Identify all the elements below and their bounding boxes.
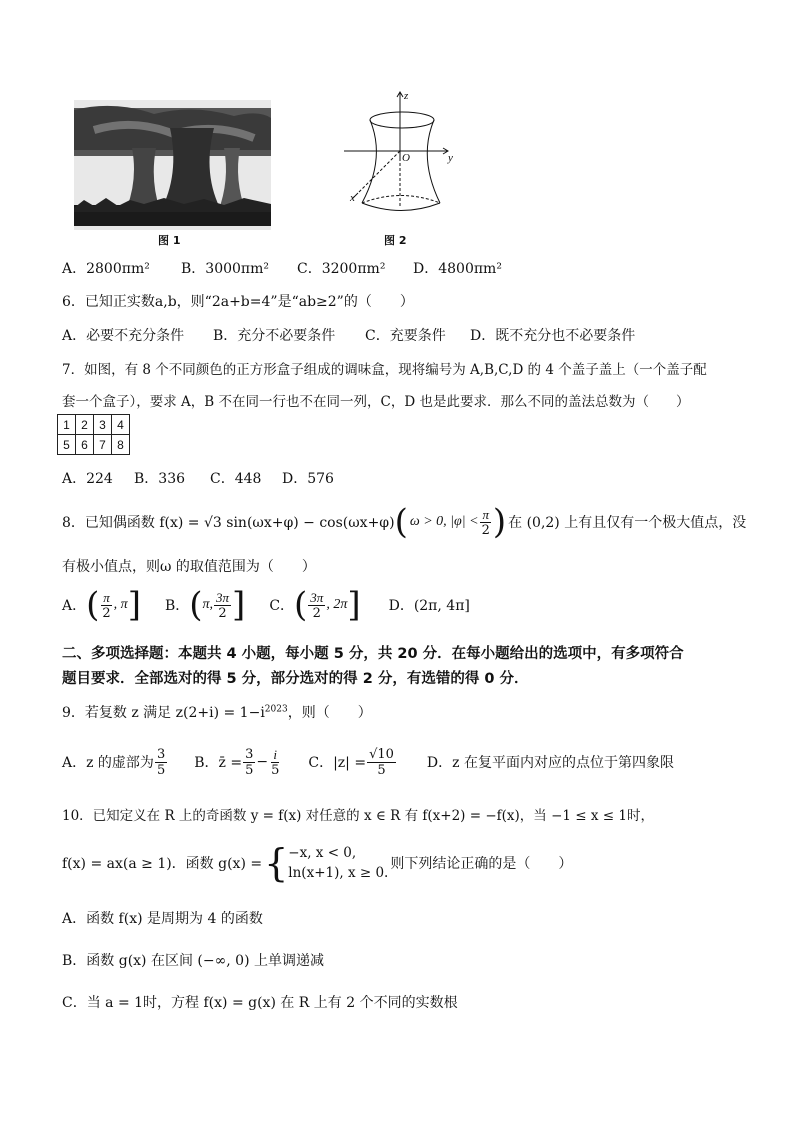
q10-option-b: B．函数 g(x) 在区间 (−∞, 0) 上单调递减 (62, 953, 324, 969)
figure-1-caption: 图 1 (158, 234, 181, 247)
grid-cell: 7 (94, 435, 112, 455)
q7-box-grid (57, 414, 130, 455)
q7-option-c: C．448 (210, 471, 262, 487)
grid-cell: 1 (58, 415, 76, 435)
q9-option-d: D．z 在复平面内对应的点位于第四象限 (426, 755, 674, 771)
left-brace: { (264, 841, 289, 885)
close-paren: ) (492, 502, 507, 542)
fraction: $\frac{i}{5}$ (271, 746, 280, 778)
q8-stem-line1 (62, 502, 746, 542)
three-pi-over-2-fraction: $\frac{3\pi}{2}$ (310, 589, 324, 621)
axis-y-label: y (448, 152, 453, 164)
q10-option-c: C．当 a = 1时，方程 f(x) = g(x) 在 R 上有 2 个不同的实数根 (62, 995, 458, 1011)
three-pi-over-2-fraction: $\frac{3\pi}{2}$ (216, 589, 230, 621)
q8-option-b-label: B． (164, 598, 190, 614)
axis-z-label: z (404, 90, 409, 102)
q9-stem: 9．若复数 z 满足 $z(2+i) = 1-i^{2023}$，则（ ） (62, 704, 372, 721)
q5-option-d: D．4800πm² (413, 261, 502, 277)
hyperboloid-axes-diagram (340, 88, 460, 238)
figure-1-photo (74, 100, 271, 230)
q8-prefix: 8．已知偶函数 f(x) = √3 sin(ωx+φ) − cos(ωx+φ) (62, 515, 395, 531)
grid-cell: 8 (112, 435, 130, 455)
pi-over-2-fraction: $\frac{\pi}{2}$ (481, 506, 490, 538)
q7-stem-line1: 7．如图，有 8 个不同颜色的正方形盒子组成的调味盒，现将编号为 A,B,C,D 的 4 个盖子盖上（一个盖子配 (62, 362, 707, 378)
open-paren: ( (394, 502, 408, 542)
q5-option-a: A．2800πm² (62, 261, 150, 277)
q6-option-c: C．充要条件 (365, 328, 446, 344)
grid-cell: 3 (94, 415, 112, 435)
q7-option-d: D．576 (282, 471, 334, 487)
q9-exponent: 2023 (264, 704, 288, 715)
fraction: $\frac{√10}{5}$ (369, 746, 394, 778)
figure-2-caption: 图 2 (384, 234, 407, 247)
q5-option-b: B．3000πm² (181, 261, 270, 277)
q10-line2: f(x) = ax(a ≥ 1)．函数 g(x) = { −x, x < 0, ln(x+1), x ≥ 0. 则下列结论正确的是（ ） (62, 841, 573, 885)
q10-option-a: A．函数 f(x) 是周期为 4 的函数 (62, 911, 263, 927)
q8-suffix: 在 (0,2) 上有且仅有一个极大值点，没 (508, 515, 747, 531)
grid-cell: 2 (76, 415, 94, 435)
q9-option-c-label: C．|z| = (308, 755, 367, 771)
grid-cell: 6 (76, 435, 94, 455)
piecewise-cases: −x, x < 0, ln(x+1), x ≥ 0. (288, 845, 389, 881)
grid-cell: 5 (58, 435, 76, 455)
q9-options: A．z 的虚部为 $\frac{3}{5}$ B．z̄ = $\frac{3}{5}$ − $\frac{i}{5}$ C．|z| = $\frac{√10}{5}$ D．z 在复平面内对应的点位于第四象限 (62, 746, 674, 778)
fraction: $\frac{3}{5}$ (245, 746, 254, 778)
q7-option-b: B．336 (134, 471, 186, 487)
q10-stem: 10．已知定义在 R 上的奇函数 y = f(x) 对任意的 x ∈ R 有 f(x+2) = −f(x)，当 −1 ≤ x ≤ 1时， (62, 808, 654, 824)
q8-option-c-label: C． (269, 598, 295, 614)
figure-2-diagram (340, 88, 460, 238)
q6-stem: 6．已知正实数a,b，则“2a+b=4”是“ab≥2”的（ ） (62, 294, 414, 310)
fraction: $\frac{3}{5}$ (156, 746, 166, 778)
q6-option-d: D．既不充分也不必要条件 (470, 328, 636, 344)
section2-heading-line2: 题目要求．全部选对的得 5 分，部分选对的得 2 分，有选错的得 0 分． (62, 671, 529, 687)
q9-option-a-label: A．z 的虚部为 (62, 755, 154, 771)
q6-option-a: A．必要不充分条件 (62, 328, 185, 344)
q7-stem-line2: 套一个盒子），要求 A，B 不在同一行也不在同一列，C，D 也是此要求．那么不同的盖法总数为（ ） (62, 394, 690, 410)
pi-over-2-fraction: $\frac{\pi}{2}$ (102, 589, 111, 621)
q6-option-b: B．充分不必要条件 (213, 328, 336, 344)
q8-option-a-label: A． (62, 598, 87, 614)
section2-heading-line1: 二、多项选择题：本题共 4 小题，每小题 5 分，共 20 分．在每小题给出的选项中，有多项符合 (62, 646, 684, 662)
cooling-tower-photo-image (74, 100, 271, 230)
origin-label: O (402, 152, 410, 164)
q8-option-d: D．(2π, 4π] (388, 598, 470, 614)
q8-stem-line2: 有极小值点，则ω 的取值范围为（ ） (62, 559, 316, 575)
q8-condition: ω > 0, |φ| < (409, 514, 479, 529)
grid-cell: 4 (112, 415, 130, 435)
q5-option-c: C．3200πm² (297, 261, 386, 277)
axis-x-label: x (350, 192, 355, 204)
q8-options: A． ( $\frac{\pi}{2}$ , π ] B． ( π, $\frac{3\pi}{2}$ ] C． ( $\frac{3\pi}{2}$ , 2π ] D．(2π, 4π] (62, 585, 470, 625)
q7-option-a: A．224 (62, 471, 113, 487)
q9-option-b-label: B．z̄ = (194, 755, 243, 771)
